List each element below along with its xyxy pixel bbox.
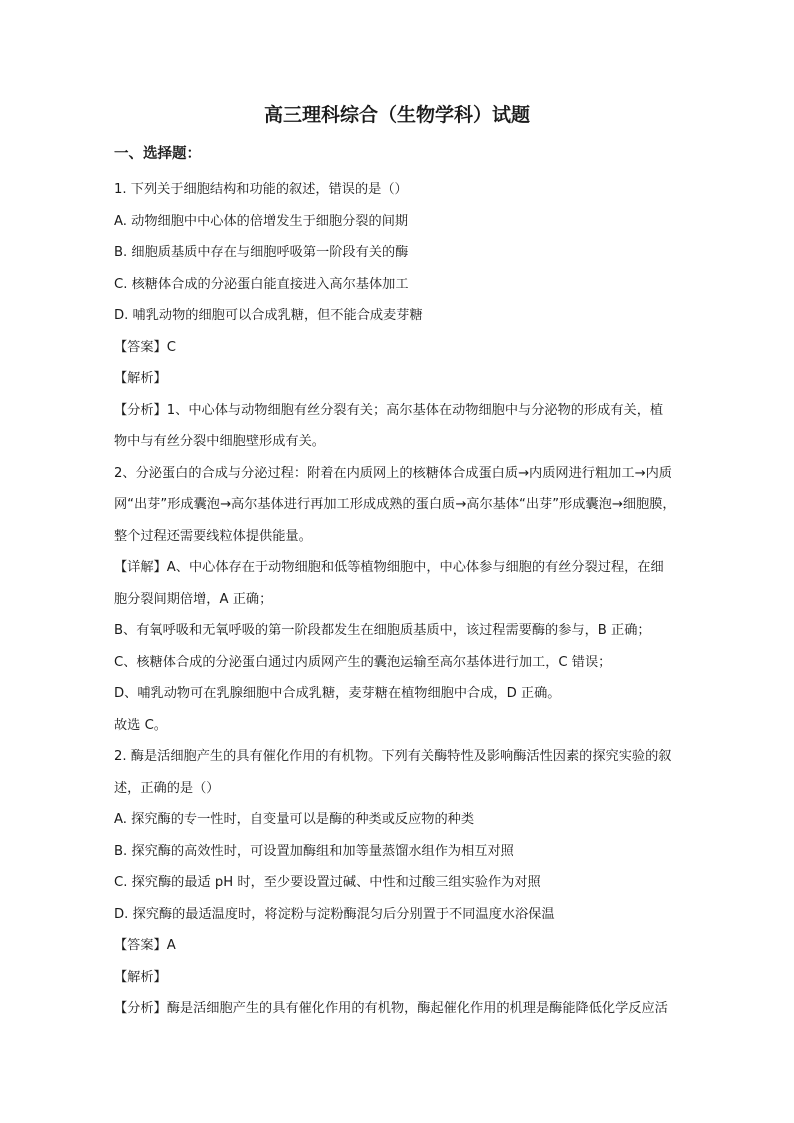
text-line: B. 探究酶的高效性时，可设置加酶组和加等量蒸馏水组作为相互对照 [114,843,514,859]
text-line: 【解析】 [114,969,167,985]
text-line: A. 动物细胞中中心体的倍增发生于细胞分裂的间期 [114,213,409,229]
text-line: 【详解】A、中心体存在于动物细胞和低等植物细胞中，中心体参与细胞的有丝分裂过程，在细 [114,560,664,575]
text-line: 【答案】A [114,938,176,953]
document-body [114,174,704,1025]
text-line: 2. 酶是活细胞产生的具有催化作用的有机物。下列有关酶特性及影响酶活性因素的探究实验的叙 [114,749,672,764]
text-line: 【解析】 [114,371,167,386]
text-line: D、哺乳动物可在乳腺细胞中合成乳糖，麦芽糖在植物细胞中合成，D 正确。 [114,686,561,701]
text-line: 网“出芽”形成囊泡→高尔基体进行再加工形成成熟的蛋白质→高尔基体“出芽”形成囊泡→细胞膜， [114,497,676,512]
text-line: C、核糖体合成的分泌蛋白通过内质网产生的囊泡运输至高尔基体进行加工，C 错误； [114,654,612,670]
text-line: 1. 下列关于细胞结构和功能的叙述，错误的是（） [114,182,408,197]
text-line: 【答案】C [114,339,176,355]
text-line: 2、分泌蛋白的合成与分泌过程：附着在内质网上的核糖体合成蛋白质→内质网进行粗加工→内质 [114,465,672,481]
text-line: C. 探究酶的最适 pH 时，至少要设置过碱、中性和过酸三组实验作为对照 [114,875,541,890]
text-line: D. 探究酶的最适温度时，将淀粉与淀粉酶混匀后分别置于不同温度水浴保温 [114,906,555,922]
text-line: 整个过程还需要线粒体提供能量。 [114,528,312,544]
text-line: D. 哺乳动物的细胞可以合成乳糖，但不能合成麦芽糖 [114,308,423,323]
text-line: C. 核糖体合成的分泌蛋白能直接进入高尔基体加工 [114,276,409,292]
text-line: 故选 C。 [114,717,167,733]
text-line: 【分析】1、中心体与动物细胞有丝分裂有关；高尔基体在动物细胞中与分泌物的形成有关，植 [114,402,664,418]
text-line: B. 细胞质基质中存在与细胞呼吸第一阶段有关的酶 [114,245,409,260]
text-line: 胞分裂间期倍增，A 正确； [114,591,273,607]
page-title: 高三理科综合（生物学科）试题 [263,104,530,126]
text-line: 物中与有丝分裂中细胞壁形成有关。 [114,434,325,449]
text-line: 【分析】酶是活细胞产生的具有催化作用的有机物，酶起催化作用的机理是酶能降低化学反应活 [114,1001,668,1016]
text-line: 述，正确的是（） [114,780,220,796]
text-line: A. 探究酶的专一性时，自变量可以是酶的种类或反应物的种类 [114,812,475,827]
text-line: B、有氧呼吸和无氧呼吸的第一阶段都发生在细胞质基质中，该过程需要酶的参与，B 正确； [114,623,651,638]
section-heading: 一、选择题： [114,146,201,162]
